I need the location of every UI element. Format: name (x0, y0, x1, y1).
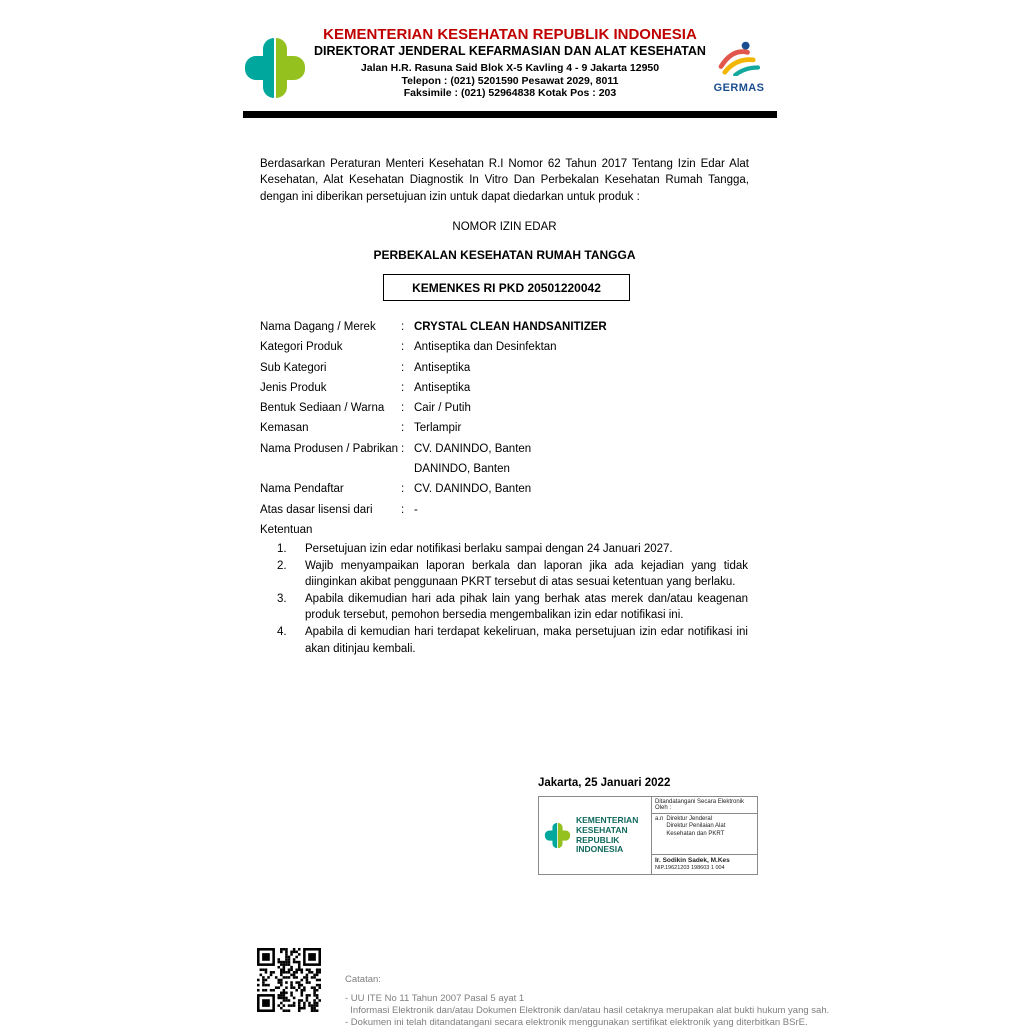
directorate-title: DIREKTORAT JENDERAL KEFARMASIAN DAN ALAT KESEHATAN (314, 44, 706, 58)
term-item (260, 541, 748, 558)
footer-notes (345, 974, 975, 1029)
esign-role-block (666, 816, 754, 838)
field-colon: : (401, 442, 405, 455)
term-text: Apabila di kemudian hari terdapat kekeliruan, maka persetujuan izin edar notifikasi ini akan ditinjau kembali. (305, 625, 748, 655)
field-row-kemasan (260, 422, 749, 434)
field-label: Nama Dagang / Merek (260, 321, 376, 333)
esign-nip: NIP.19621203 198603 1 004 (655, 865, 725, 871)
field-colon: : (401, 381, 405, 394)
field-value: CV. DANINDO, Banten (414, 483, 532, 496)
field-value: DANINDO, Banten (414, 463, 510, 476)
field-row-sub-kategori (260, 362, 749, 374)
esign-role-1: Direktur Jenderal (666, 816, 713, 822)
term-item (260, 558, 748, 591)
stamp-line: INDONESIA (576, 844, 624, 855)
esign-details (651, 797, 757, 874)
esign-roles (652, 814, 757, 840)
germas-logo (704, 40, 774, 94)
terms-heading: Ketentuan (260, 524, 313, 536)
field-label: Nama Produsen / Pabrikan (260, 442, 399, 455)
germas-figure-icon (714, 63, 764, 80)
note-line: - UU ITE No 11 Tahun 2007 Pasal 5 ayat 1 (345, 993, 525, 1004)
term-number: 3. (277, 592, 287, 605)
field-colon: : (401, 402, 405, 415)
field-row-lisensi (260, 504, 749, 516)
field-value: CRYSTAL CLEAN HANDSANITIZER (414, 321, 607, 333)
field-colon (401, 463, 414, 475)
field-value: Antiseptika (414, 361, 471, 374)
field-row-bentuk-sediaan (260, 402, 749, 414)
terms-list (260, 541, 748, 657)
field-label: Kemasan (260, 422, 309, 435)
field-value: Antiseptika dan Desinfektan (414, 341, 557, 354)
field-label: Sub Kategori (260, 361, 327, 374)
field-label: Bentuk Sediaan / Warna (260, 402, 385, 415)
stamp-ministry-text (576, 816, 638, 854)
esign-an: a.n (655, 816, 664, 822)
field-value: CV. DANINDO, Banten (414, 442, 532, 455)
germas-label: GERMAS (713, 82, 765, 94)
note-line: Informasi Elektronik dan/atau Dokumen Elektronik dan/atau hasil cetaknya merupakan alat bukti hukum yang sah. (345, 1005, 830, 1016)
address-line: Jalan H.R. Rasuna Said Blok X-5 Kavling 4 - 9 Jakarta 12950 (360, 62, 660, 74)
esign-role-2: Direktur Penilaian Alat Kesehatan dan PKRT (666, 823, 726, 837)
field-colon: : (401, 321, 405, 333)
signature-place-date: Jakarta, 25 Januari 2022 (538, 777, 671, 789)
qr-code (257, 948, 321, 1012)
field-row-jenis-produk (260, 382, 749, 394)
field-label: Jenis Produk (260, 381, 327, 394)
field-row-produsen-line2 (260, 463, 749, 475)
esign-label: Ditandatangani Secara Elektronik Oleh : (652, 797, 757, 814)
license-heading: NOMOR IZIN EDAR (452, 221, 557, 233)
product-fields (260, 321, 749, 524)
field-colon: : (401, 361, 405, 374)
term-text: Wajib menyampaikan laporan berkala dan laporan jika ada kejadian yang tidak diinginkan akibat penggunaan PKRT tersebut di atas sesuai ketentuan yang berlaku. (305, 559, 748, 589)
letterhead (300, 26, 720, 100)
note-line: - Dokumen ini telah ditandatangani secara elektronik menggunakan sertifikat elektronik yang diterbitkan BSrE. (345, 1017, 808, 1028)
term-number: 4. (277, 625, 287, 638)
field-row-pendaftar (260, 483, 749, 495)
field-label: Atas dasar lisensi dari (260, 503, 373, 516)
intro-paragraph: Berdasarkan Peraturan Menteri Kesehatan R.I Nomor 62 Tahun 2017 Tentang Izin Edar Alat Kesehatan, Alat Kesehatan Diagnostik In Vitro Dan Perbekalan Kesehatan Rumah Tangga, dengan ini diberikan persetujuan izin untuk dapat diedarkan untuk produk : (260, 158, 749, 203)
field-value: Antiseptika (414, 381, 471, 394)
esign-name: Ir. Sodikin Sadek, M.Kes (655, 857, 730, 864)
esign-signer (652, 854, 757, 874)
stamp-line: KEMENTERIAN (576, 815, 639, 826)
term-item (260, 591, 748, 624)
field-label (260, 463, 401, 475)
stamp-line: REPUBLIK (576, 834, 620, 845)
stamp-line: KESEHATAN (576, 824, 628, 835)
term-item (260, 624, 748, 657)
field-colon: : (401, 503, 405, 516)
license-number: KEMENKES RI PKD 20501220042 (412, 280, 601, 295)
ministry-title: KEMENTERIAN KESEHATAN REPUBLIK INDONESIA (323, 26, 697, 43)
notes-heading: Catatan: (345, 974, 381, 985)
field-row-nama-dagang (260, 321, 749, 333)
field-value: Cair / Putih (414, 402, 471, 415)
term-text: Persetujuan izin edar notifikasi berlaku sampai dengan 24 Januari 2027. (305, 543, 673, 555)
field-colon: : (401, 483, 405, 496)
field-value: - (414, 503, 418, 516)
field-label: Kategori Produk (260, 341, 343, 354)
field-colon: : (401, 422, 405, 435)
electronic-signature-stamp (538, 796, 758, 875)
phone-line: Telepon : (021) 5201590 Pesawat 2029, 8011 (401, 74, 619, 87)
field-row-produsen (260, 443, 749, 455)
esign-signature-space (652, 840, 757, 854)
field-row-kategori (260, 341, 749, 353)
fax-line: Faksimile : (021) 52964838 Kotak Pos : 203 (403, 87, 617, 100)
header-rule (243, 111, 777, 118)
term-number: 2. (277, 559, 287, 572)
license-number-box (383, 274, 630, 301)
field-colon: : (401, 341, 405, 354)
stamp-branding (539, 797, 651, 874)
kemenkes-logo-small-icon (544, 822, 571, 849)
field-label: Nama Pendaftar (260, 483, 344, 496)
field-value: Terlampir (414, 422, 462, 435)
kemenkes-logo-icon (243, 36, 307, 100)
term-text: Apabila dikemudian hari ada pihak lain yang berhak atas merek dan/atau keagenan produk tersebut, pemohon bersedia mengembalikan izin edar notifikasi ini. (305, 592, 748, 622)
term-number: 1. (277, 543, 287, 555)
license-category: PERBEKALAN KESEHATAN RUMAH TANGGA (373, 248, 636, 262)
